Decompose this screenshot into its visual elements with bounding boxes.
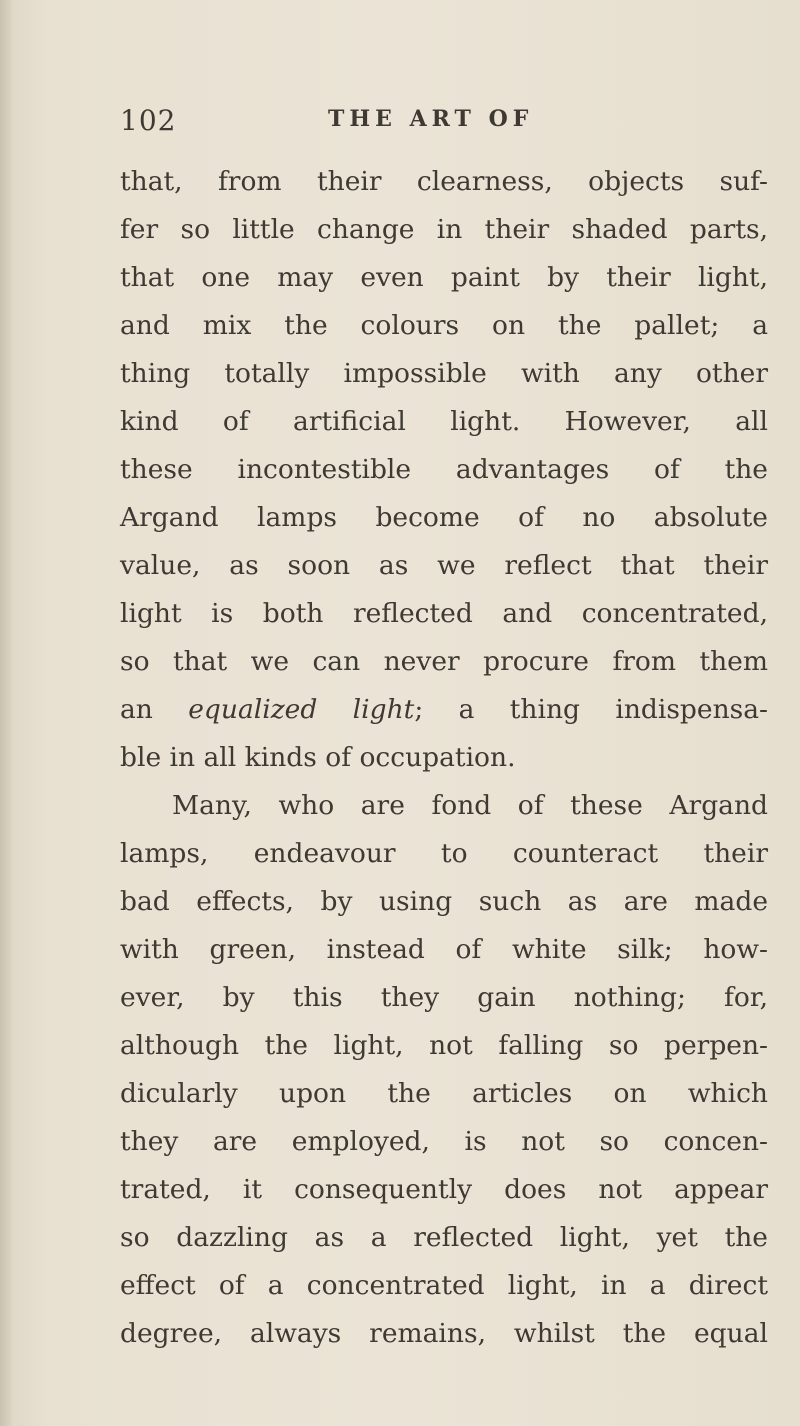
text-line: kind of artificial light. However, all [120, 406, 768, 437]
book-gutter [0, 0, 12, 1426]
text-line: so that we can never procure from them [120, 646, 768, 677]
text-line: fer so little change in their shaded parts, [120, 214, 768, 245]
text-line: trated, it consequently does not appear [120, 1174, 768, 1205]
body-text [120, 158, 768, 1358]
text-line: lamps, endeavour to counteract their [120, 838, 768, 869]
text-line: that, from their clearness, objects suf- [120, 166, 768, 197]
text-line: dicularly upon the articles on which [120, 1078, 768, 1109]
text-line: effect of a concentrated light, in a direct [120, 1270, 768, 1301]
text-line: degree, always remains, whilst the equal [120, 1318, 768, 1349]
text-line: although the light, not falling so perpen- [120, 1030, 768, 1061]
text-line: so dazzling as a reflected light, yet the [120, 1222, 768, 1253]
text-fragment: ; a thing indispensa- [414, 694, 768, 725]
running-title: THE ART OF [328, 106, 534, 132]
text-line: Argand lamps become of no absolute [120, 502, 768, 533]
paragraph-start-line: Many, who are fond of these Argand [172, 790, 768, 821]
text-line: bad effects, by using such as are made [120, 886, 768, 917]
text-line: light is both reflected and concentrated, [120, 598, 768, 629]
text-line: they are employed, is not so concen- [120, 1126, 768, 1157]
italic-phrase: equalized light [188, 694, 415, 725]
text-line: these incontestible advantages of the [120, 454, 768, 485]
text-line-italic [120, 686, 768, 734]
text-fragment: an [120, 694, 189, 725]
text-line: that one may even paint by their light, [120, 262, 768, 293]
paragraph-end-line: ble in all kinds of occupation. [120, 742, 516, 773]
text-line: and mix the colours on the pallet; a [120, 310, 768, 341]
page-number: 102 [120, 104, 177, 137]
page-header [120, 104, 760, 144]
text-line: value, as soon as we reflect that their [120, 550, 768, 581]
text-line: with green, instead of white silk; how- [120, 934, 768, 965]
text-line: ever, by this they gain nothing; for, [120, 982, 768, 1013]
text-line: thing totally impossible with any other [120, 358, 768, 389]
